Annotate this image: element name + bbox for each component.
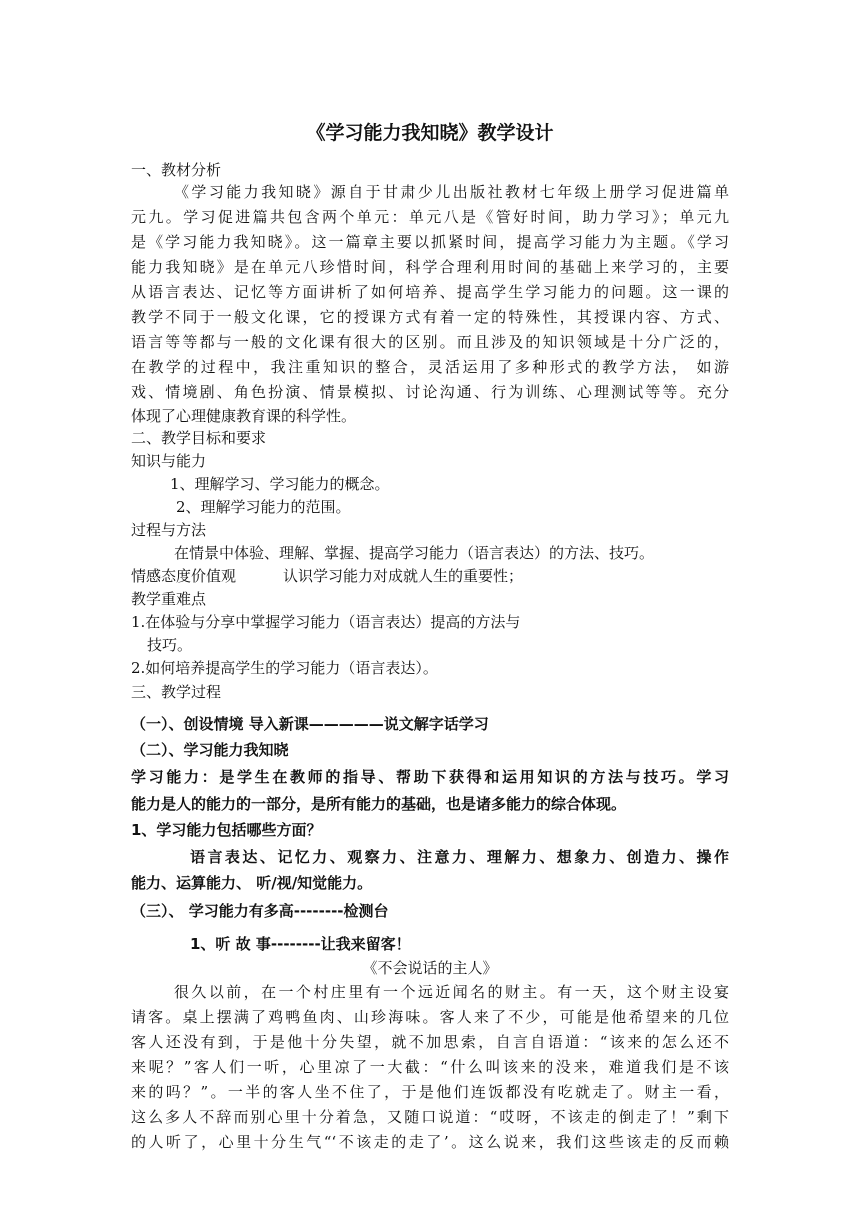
paragraph-line: 语言等等都与一般的文化课有很大的区别。而且涉及的知识领域是十分广泛的， <box>131 333 729 351</box>
paragraph-line: 从语言表达、记忆等方面讲析了如何培养、提高学生学习能力的问题。这一课的 <box>131 283 729 301</box>
document-title: 《学习能力我知晓》教学设计 <box>306 122 554 144</box>
answer-line: 能力、运算能力、 听/视/知觉能力。 <box>131 874 373 892</box>
section-heading-process: 三、教学过程 <box>131 683 222 701</box>
story-title: 《不会说话的主人》 <box>362 959 498 977</box>
key-point-1: 1.在体验与分享中掌握学习能力（语言表达）提高的方法与 <box>131 613 521 631</box>
subheading-knowledge: 知识与能力 <box>131 452 207 470</box>
step-2-heading: （二）、学习能力我知晓 <box>131 741 289 759</box>
subheading-key-points: 教学重难点 <box>131 590 207 608</box>
story-line: 客人还没有到，于是他十分失望，就不加思索，自言自语道：“该来的怎么还不 <box>131 1033 729 1051</box>
story-line: 请客。桌上摆满了鸡鸭鱼肉、山珍海味。客人来了不少，可能是他希望来的几位 <box>131 1008 729 1026</box>
question-1: 1、学习能力包括哪些方面？ <box>131 821 322 839</box>
definition-line: 能力是人的能力的一部分，是所有能力的基础，也是诸多能力的综合体现。 <box>131 795 627 813</box>
story-heading: 1、听 故 事--------让我来留客！ <box>190 935 411 953</box>
section-heading-goals: 二、教学目标和要求 <box>131 429 267 447</box>
step-1-heading: （一）、创设情境 导入新课—————说文解字话学习 <box>131 715 489 733</box>
paragraph-line: 是《学习能力我知晓》。这一篇章主要以抓紧时间，提高学习能力为主题。《学习 <box>131 233 729 251</box>
paragraph-line: 能力我知晓》是在单元八珍惜时间，科学合理利用时间的基础上来学习的，主要 <box>131 258 729 276</box>
knowledge-item-2: 2、理解学习能力的范围。 <box>176 498 351 516</box>
key-point-1-cont: 技巧。 <box>147 636 193 654</box>
paragraph-line: 元九。学习促进篇共包含两个单元：单元八是《管好时间，助力学习》；单元九 <box>131 208 729 226</box>
section-heading-analysis: 一、教材分析 <box>131 161 222 179</box>
emotion-text: 认识学习能力对成就人生的重要性； <box>283 567 524 585</box>
key-point-2: 2.如何培养提高学生的学习能力（语言表达）。 <box>131 659 438 677</box>
process-text: 在情景中体验、理解、掌握、提高学习能力（语言表达）的方法、技巧。 <box>174 544 655 562</box>
paragraph-line: 在教学的过程中，我注重知识的整合，灵活运用了多种形式的教学方法， 如游 <box>131 358 729 376</box>
story-line: 的人听了，心里十分生气“‘不该走的走了’。这么说来，我们这些该走的反而赖 <box>131 1133 729 1151</box>
paragraph-line: 体现了心理健康教育课的科学性。 <box>131 407 357 425</box>
step-3-heading: （三）、 学习能力有多高--------检测台 <box>131 902 389 920</box>
knowledge-item-1: 1、理解学习、学习能力的概念。 <box>170 475 390 493</box>
paragraph-line: 《学习能力我知晓》源自于甘肃少儿出版社教材七年级上册学习促进篇单 <box>174 183 729 201</box>
story-line: 很久以前，在一个村庄里有一个远近闻名的财主。有一天，这个财主设宴 <box>174 983 729 1001</box>
paragraph-line: 教学不同于一般文化课，它的授课方式有着一定的特殊性，其授课内容、方式、 <box>131 308 729 326</box>
subheading-emotion: 情感态度价值观 <box>131 567 237 585</box>
story-line: 这么多人不辞而别心里十分着急，又随口说道：“哎呀，不该走的倒走了！”剩下 <box>131 1108 729 1126</box>
answer-line: 语言表达、记忆力、观察力、注意力、理解力、想象力、创造力、操作 <box>190 848 729 866</box>
paragraph-line: 戏、情境剧、角色扮演、情景模拟、讨论沟通、行为训练、心理测试等等。充分 <box>131 383 729 401</box>
subheading-process: 过程与方法 <box>131 521 207 539</box>
story-line: 来的吗？”。一半的客人坐不住了，于是他们连饭都没有吃就走了。财主一看， <box>131 1083 729 1101</box>
story-line: 来呢？”客人们一听，心里凉了一大截：“什么叫该来的没来，难道我们是不该 <box>131 1058 729 1076</box>
definition-line: 学习能力：是学生在教师的指导、帮助下获得和运用知识的方法与技巧。学习 <box>131 768 729 786</box>
